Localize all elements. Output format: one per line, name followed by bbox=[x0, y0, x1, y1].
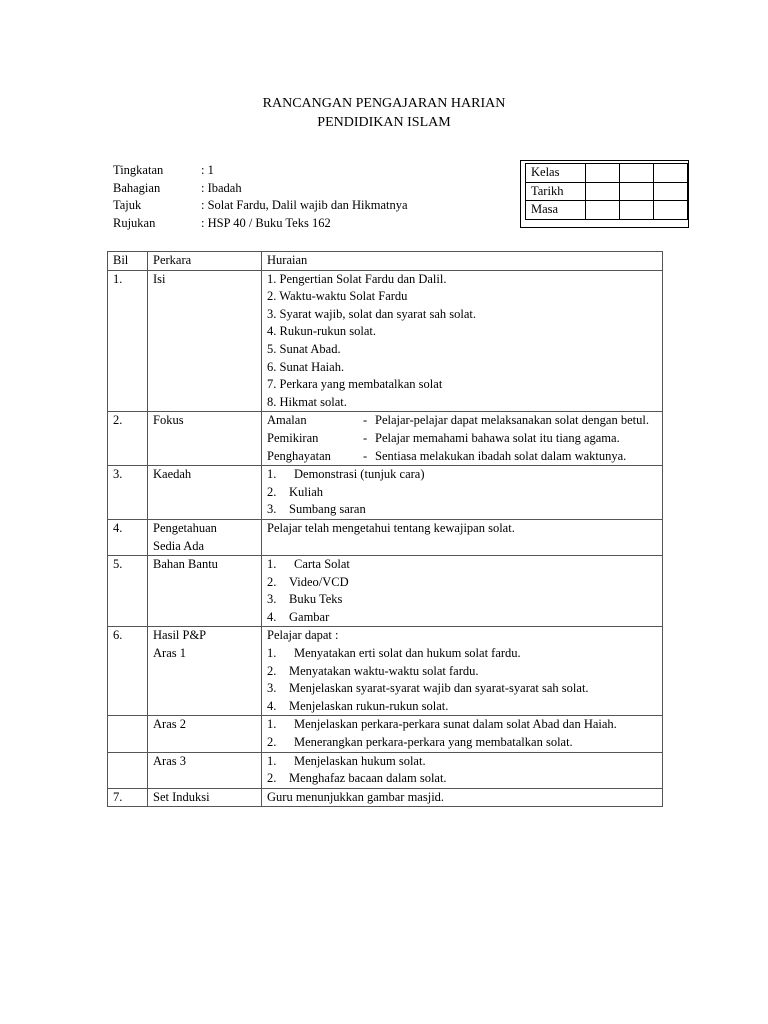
list-item: 6. Sunat Haiah. bbox=[267, 359, 345, 374]
aras-3-list bbox=[262, 752, 663, 788]
list-item: 1. Menyatakan erti solat dan hukum solat fardu. bbox=[267, 646, 521, 661]
list-item: 2. Video/VCD bbox=[267, 574, 349, 589]
list-item: 4. Rukun-rukun solat. bbox=[267, 324, 377, 339]
fokus-item: Penghayatan - Sentiasa melakukan ibadah solat dalam waktunya. bbox=[267, 448, 627, 463]
header-perkara: Perkara bbox=[148, 252, 262, 271]
list-item: 7. Perkara yang membatalkan solat bbox=[267, 377, 443, 392]
kelas-row: Kelas bbox=[526, 164, 688, 183]
row-set-induksi: 7. Set Induksi Guru menunjukkan gambar masjid. bbox=[108, 788, 663, 807]
list-item: 2. Menerangkan perkara-perkara yang membatalkan solat. bbox=[267, 735, 573, 750]
lesson-plan-table bbox=[107, 251, 663, 807]
list-item: 5. Sunat Abad. bbox=[267, 341, 341, 356]
list-item: 2. Menyatakan waktu-waktu solat fardu. bbox=[267, 663, 479, 678]
lesson-info bbox=[113, 162, 408, 232]
bahan-list bbox=[262, 556, 663, 627]
document-title bbox=[0, 94, 768, 132]
list-item: 1. Menjelaskan perkara-perkara sunat dalam solat Abad dan Haiah. bbox=[267, 717, 617, 732]
header-huraian: Huraian bbox=[262, 252, 663, 271]
list-item: 2. Waktu-waktu Solat Fardu bbox=[267, 289, 408, 304]
info-row-tingkatan: Tingkatan : 1 bbox=[113, 163, 214, 177]
list-item: 2. Menghafaz bacaan dalam solat. bbox=[267, 771, 447, 786]
title-line-2: PENDIDIKAN ISLAM bbox=[317, 115, 451, 130]
info-row-rujukan: Rujukan : HSP 40 / Buku Teks 162 bbox=[113, 215, 331, 230]
row-hasil-aras-1: 6. Hasil P&P Aras 1 Pelajar dapat : 1. Menyatakan erti solat dan hukum solat fardu. 2. Menyatakan waktu-waktu solat fardu. 3. Menjelaskan syarat-syarat wajib dan syarat-syarat sah solat. 4. Menjelaskan rukun-rukun solat. bbox=[108, 627, 663, 716]
list-item: 3. Sumbang saran bbox=[267, 502, 366, 517]
header-bil: Bil bbox=[108, 252, 148, 271]
row-aras-2: Aras 2 1. Menjelaskan perkara-perkara sunat dalam solat Abad dan Haiah. 2. Menerangkan perkara-perkara yang membatalkan solat. bbox=[108, 716, 663, 752]
list-item: 3. Syarat wajib, solat dan syarat sah solat. bbox=[267, 306, 476, 321]
row-pengetahuan: 4. Pengetahuan Sedia Ada Pelajar telah mengetahui tentang kewajipan solat. bbox=[108, 519, 663, 555]
list-item: 4. Gambar bbox=[267, 609, 330, 624]
list-item: 8. Hikmat solat. bbox=[267, 394, 347, 409]
row-isi: 1. Isi 1. Pengertian Solat Fardu dan Dalil. 2. Waktu-waktu Solat Fardu 3. Syarat wajib, solat dan syarat sah solat. 4. Rukun-rukun solat. 5. Sunat Abad. 6. Sunat Haiah. 7. Perkara yang membatalkan solat 8. Hikmat solat. bbox=[108, 270, 663, 412]
list-item: 1. Carta Solat bbox=[267, 557, 350, 572]
row-aras-3: Aras 3 1. Menjelaskan hukum solat. 2. Menghafaz bacaan dalam solat. bbox=[108, 752, 663, 788]
list-item: 2. Kuliah bbox=[267, 484, 324, 499]
info-row-bahagian: Bahagian : Ibadah bbox=[113, 180, 242, 195]
list-item: 3. Menjelaskan syarat-syarat wajib dan syarat-syarat sah solat. bbox=[267, 681, 589, 696]
title-line-1: RANCANGAN PENGAJARAN HARIAN bbox=[262, 96, 506, 111]
kelas-box bbox=[520, 160, 689, 228]
masa-row: Masa bbox=[526, 201, 688, 220]
tarikh-row: Tarikh bbox=[526, 182, 688, 201]
kaedah-list bbox=[262, 466, 663, 520]
isi-list bbox=[262, 270, 663, 412]
fokus-item: Amalan - Pelajar-pelajar dapat melaksanakan solat dengan betul. bbox=[267, 413, 649, 428]
info-row-tajuk: Tajuk : Solat Fardu, Dalil wajib dan Hikmatnya bbox=[113, 198, 408, 213]
fokus-list bbox=[262, 412, 663, 466]
list-item: 1. Demonstrasi (tunjuk cara) bbox=[267, 467, 425, 482]
row-bahan-bantu: 5. Bahan Bantu 1. Carta Solat 2. Video/VCD 3. Buku Teks 4. Gambar bbox=[108, 556, 663, 627]
fokus-item: Pemikiran - Pelajar memahami bahawa solat itu tiang agama. bbox=[267, 430, 620, 445]
table-header-row bbox=[108, 252, 663, 271]
list-item: 1. Menjelaskan hukum solat. bbox=[267, 753, 426, 768]
row-fokus: 2. Fokus Amalan - Pelajar-pelajar dapat melaksanakan solat dengan betul. Pemikiran - Pelajar memahami bahawa solat itu tiang agama. Penghayatan - Sentiasa melakukan ibadah solat dalam waktunya. bbox=[108, 412, 663, 466]
list-item: 4. Menjelaskan rukun-rukun solat. bbox=[267, 698, 449, 713]
row-kaedah: 3. Kaedah 1. Demonstrasi (tunjuk cara) 2. Kuliah 3. Sumbang saran bbox=[108, 466, 663, 520]
list-item: 3. Buku Teks bbox=[267, 592, 343, 607]
aras-1-list: Pelajar dapat : 1. Menyatakan erti solat dan hukum solat fardu. 2. Menyatakan waktu-waktu solat fardu. 3. Menjelaskan syarat-syarat wajib dan syarat-syarat sah solat. 4. Menjelaskan rukun-rukun solat. bbox=[262, 627, 663, 716]
aras-2-list bbox=[262, 716, 663, 752]
list-item: 1. Pengertian Solat Fardu dan Dalil. bbox=[267, 271, 447, 286]
